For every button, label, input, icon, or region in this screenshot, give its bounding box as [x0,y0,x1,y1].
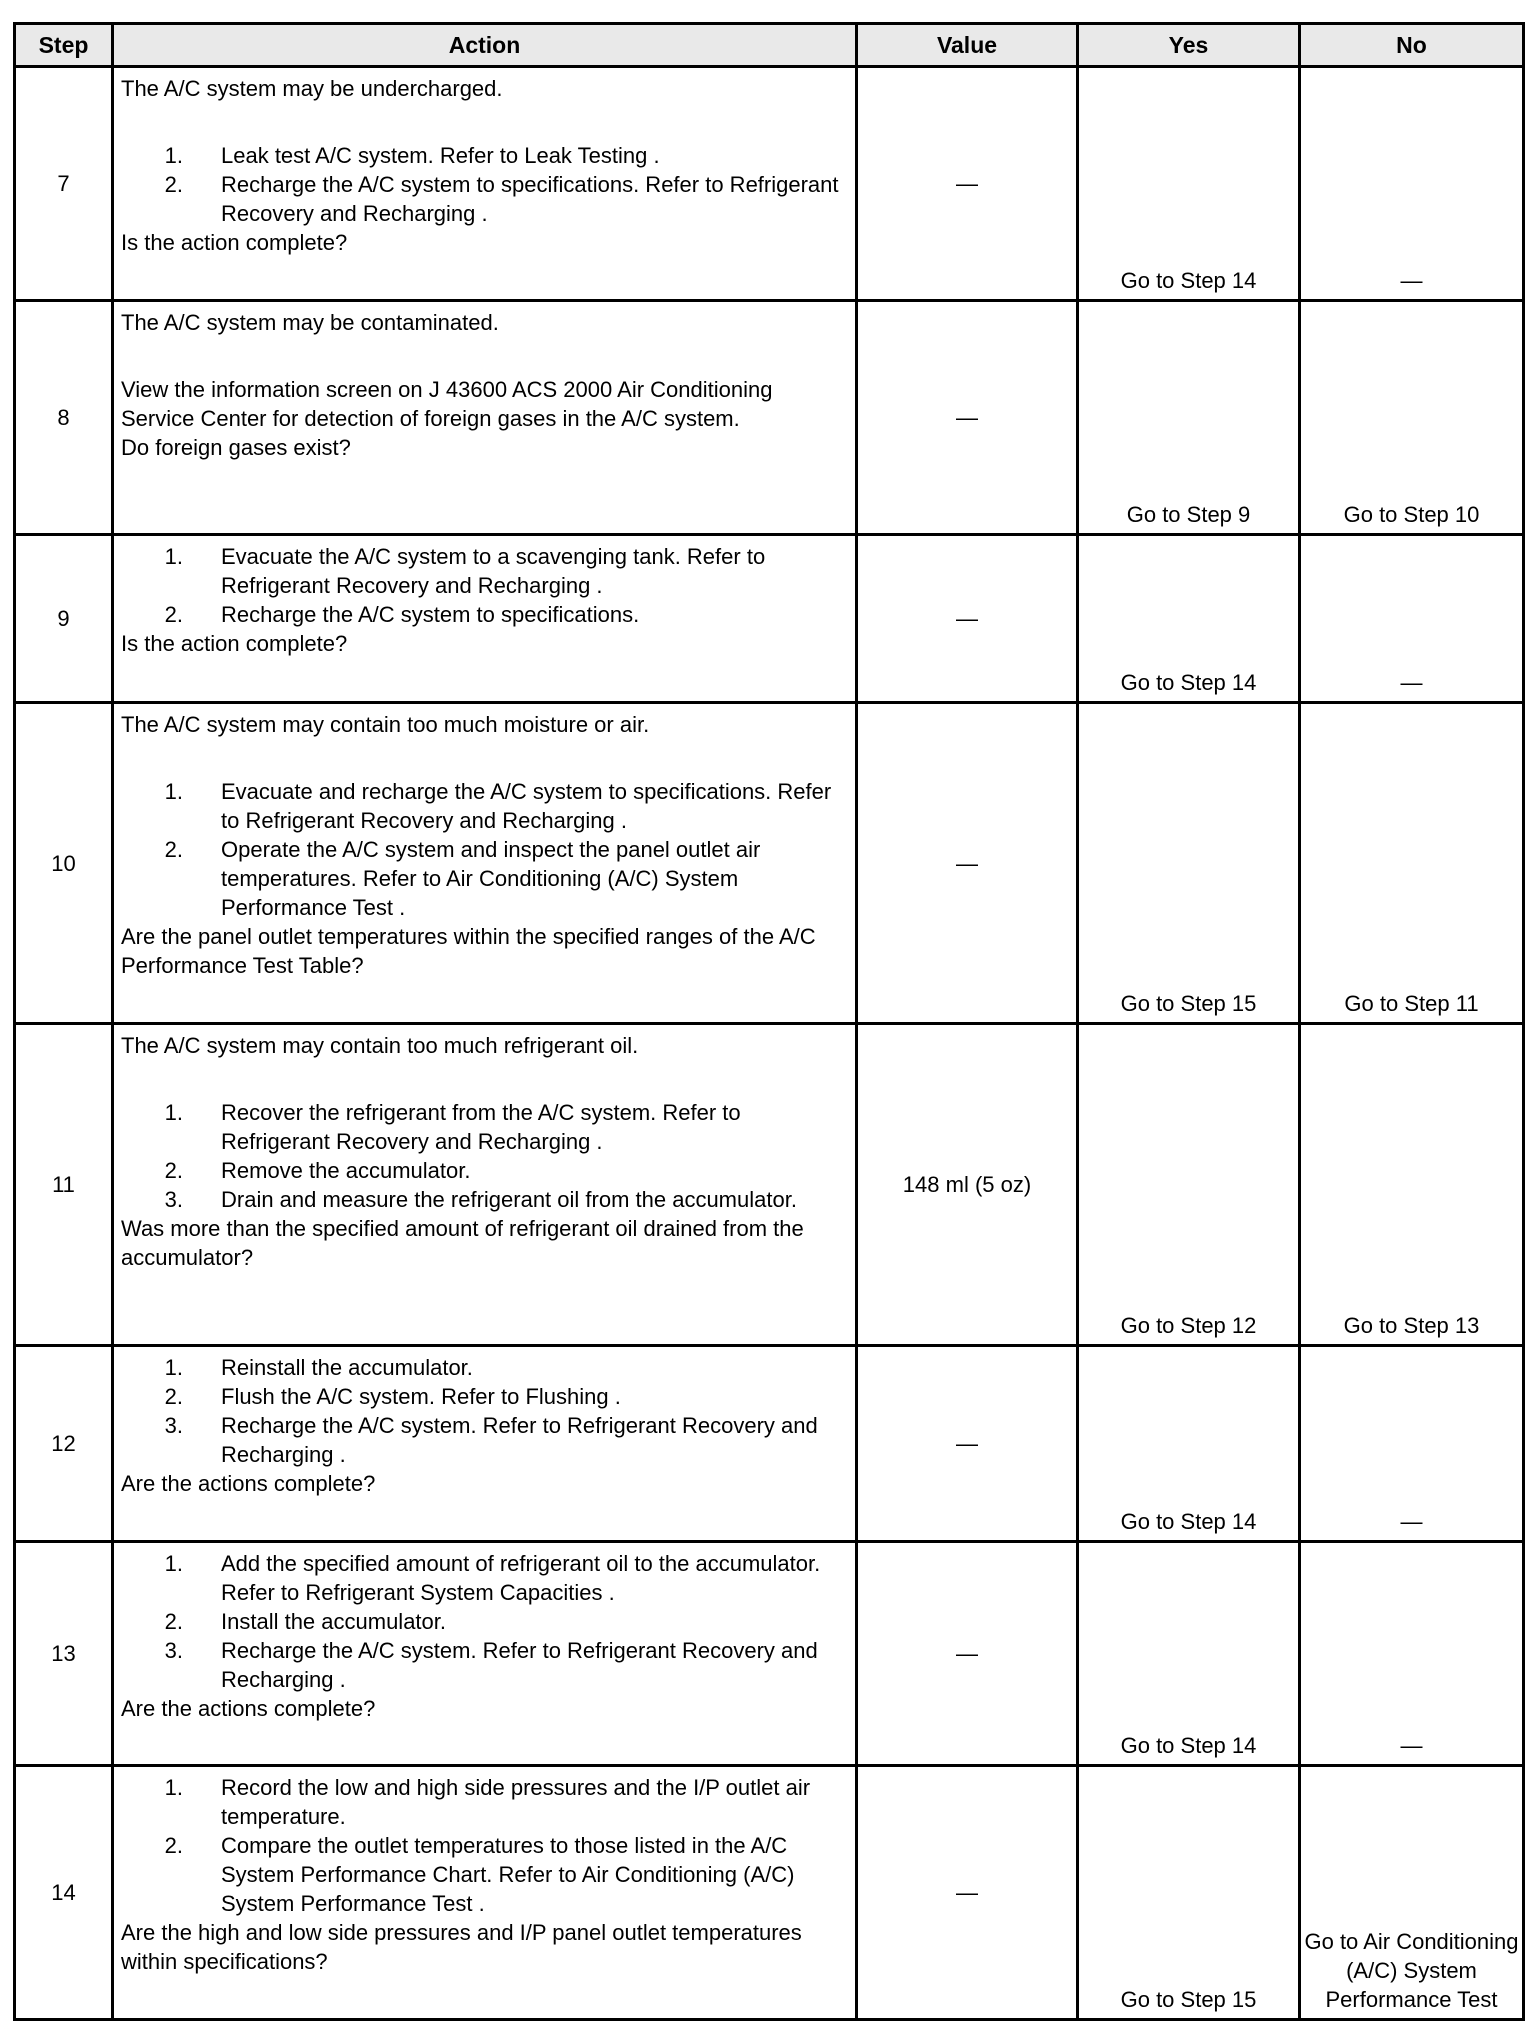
item-number: 1. [164,1551,183,1576]
action-question: Is the action complete? [121,631,348,656]
item-text: Reinstall the accumulator. [221,1355,473,1380]
action-cell [113,1542,857,1766]
header-step: Step [15,24,113,67]
action-question: Are the high and low side pressures and I/P panel outlet temperatures within specifications? [121,1920,802,1974]
table-row [15,1766,1524,2020]
item-text: Drain and measure the refrigerant oil from the accumulator. [221,1187,797,1212]
header-action: Action [113,24,857,67]
value-cell: 148 ml (5 oz) [857,1024,1078,1346]
item-number: 2. [164,1609,183,1634]
action-intro: The A/C system may contain too much refrigerant oil. [121,1033,639,1058]
list-item [121,835,849,922]
step-number: 14 [15,1766,113,2020]
value-cell: — [857,1542,1078,1766]
no-cell: Go to Air Conditioning (A/C) System Performance Test [1300,1766,1524,2020]
list-item [121,600,849,629]
table-row [15,67,1524,301]
table-row [15,535,1524,703]
action-list [121,542,849,629]
item-number: 3. [164,1638,183,1663]
value-cell: — [857,67,1078,301]
no-cell: — [1300,535,1524,703]
step-number: 7 [15,67,113,301]
item-number: 2. [164,1833,183,1858]
item-number: 1. [164,1775,183,1800]
action-body: View the information screen on J 43600 ACS 2000 Air Conditioning Service Center for detection of foreign gases in the A/C system. [121,377,773,431]
action-cell [113,703,857,1024]
list-item [121,141,849,170]
step-number: 9 [15,535,113,703]
item-number: 1. [164,1100,183,1125]
item-text: Remove the accumulator. [221,1158,471,1183]
diagnostic-table [13,22,1525,2021]
list-item [121,777,849,835]
action-intro: The A/C system may contain too much moisture or air. [121,712,650,737]
action-intro: The A/C system may be contaminated. [121,310,499,335]
yes-cell: Go to Step 12 [1078,1024,1300,1346]
step-number: 12 [15,1346,113,1542]
action-cell [113,1766,857,2020]
item-text: Evacuate the A/C system to a scavenging tank. Refer to Refrigerant Recovery and Recharging . [221,544,766,598]
item-number: 2. [164,837,183,862]
step-number: 8 [15,301,113,535]
action-question: Do foreign gases exist? [121,435,351,460]
yes-cell: Go to Step 15 [1078,1766,1300,2020]
item-number: 1. [164,544,183,569]
action-cell [113,535,857,703]
no-cell: Go to Step 11 [1300,703,1524,1024]
yes-cell: Go to Step 15 [1078,703,1300,1024]
item-number: 3. [164,1187,183,1212]
item-number: 2. [164,602,183,627]
item-text: Record the low and high side pressures and the I/P outlet air temperature. [221,1775,811,1829]
value-cell: — [857,1346,1078,1542]
item-number: 3. [164,1413,183,1438]
no-cell: Go to Step 13 [1300,1024,1524,1346]
list-item [121,1607,849,1636]
list-item [121,1382,849,1411]
item-text: Recharge the A/C system to specifications. [221,602,640,627]
header-no: No [1300,24,1524,67]
action-question: Are the panel outlet temperatures within the specified ranges of the A/C Performance Test Table? [121,924,816,978]
yes-cell: Go to Step 14 [1078,1542,1300,1766]
list-item [121,1156,849,1185]
step-number: 10 [15,703,113,1024]
value-cell: — [857,301,1078,535]
yes-cell: Go to Step 9 [1078,301,1300,535]
header-row [15,24,1524,67]
list-item [121,542,849,600]
no-cell: Go to Step 10 [1300,301,1524,535]
action-question: Are the actions complete? [121,1696,376,1721]
table-row [15,301,1524,535]
action-question: Is the action complete? [121,230,348,255]
item-number: 2. [164,172,183,197]
table-row [15,703,1524,1024]
item-text: Compare the outlet temperatures to those listed in the A/C System Performance Chart. Refer to Air Conditioning (A/C) System Performance Test . [221,1833,795,1916]
action-list [121,1098,849,1214]
item-text: Recover the refrigerant from the A/C system. Refer to Refrigerant Recovery and Recharging . [221,1100,741,1154]
list-item [121,1098,849,1156]
item-text: Flush the A/C system. Refer to Flushing . [221,1384,621,1409]
yes-cell: Go to Step 14 [1078,67,1300,301]
item-number: 1. [164,1355,183,1380]
header-yes: Yes [1078,24,1300,67]
list-item [121,1353,849,1382]
action-list [121,777,849,922]
list-item [121,1185,849,1214]
value-cell: — [857,703,1078,1024]
item-number: 2. [164,1384,183,1409]
list-item [121,1773,849,1831]
value-cell: — [857,1766,1078,2020]
action-cell [113,67,857,301]
item-text: Recharge the A/C system. Refer to Refrigerant Recovery and Recharging . [221,1638,818,1692]
list-item [121,1636,849,1694]
item-number: 2. [164,1158,183,1183]
item-text: Add the specified amount of refrigerant oil to the accumulator. Refer to Refrigerant System Capacities . [221,1551,821,1605]
table-row [15,1346,1524,1542]
item-number: 1. [164,779,183,804]
item-text: Evacuate and recharge the A/C system to specifications. Refer to Refrigerant Recovery and Recharging . [221,779,832,833]
item-text: Recharge the A/C system. Refer to Refrigerant Recovery and Recharging . [221,1413,818,1467]
item-text: Install the accumulator. [221,1609,447,1634]
item-text: Recharge the A/C system to specifications. Refer to Refrigerant Recovery and Recharging . [221,172,839,226]
yes-cell: Go to Step 14 [1078,1346,1300,1542]
action-cell [113,1346,857,1542]
action-list [121,141,849,228]
step-number: 13 [15,1542,113,1766]
list-item [121,1549,849,1607]
action-question: Was more than the specified amount of refrigerant oil drained from the accumulator? [121,1216,804,1270]
item-number: 1. [164,143,183,168]
list-item [121,1831,849,1918]
action-cell [113,1024,857,1346]
no-cell: — [1300,67,1524,301]
value-cell: — [857,535,1078,703]
action-list [121,1353,849,1469]
action-list [121,1549,849,1694]
table-row [15,1542,1524,1766]
step-number: 11 [15,1024,113,1346]
action-list [121,1773,849,1918]
action-question: Are the actions complete? [121,1471,376,1496]
item-text: Operate the A/C system and inspect the panel outlet air temperatures. Refer to Air Conditioning (A/C) System Performance Test . [221,837,761,920]
no-cell: — [1300,1346,1524,1542]
header-value: Value [857,24,1078,67]
action-intro: The A/C system may be undercharged. [121,76,503,101]
no-cell: — [1300,1542,1524,1766]
list-item [121,1411,849,1469]
list-item [121,170,849,228]
yes-cell: Go to Step 14 [1078,535,1300,703]
action-cell [113,301,857,535]
table-row [15,1024,1524,1346]
item-text: Leak test A/C system. Refer to Leak Testing . [221,143,660,168]
